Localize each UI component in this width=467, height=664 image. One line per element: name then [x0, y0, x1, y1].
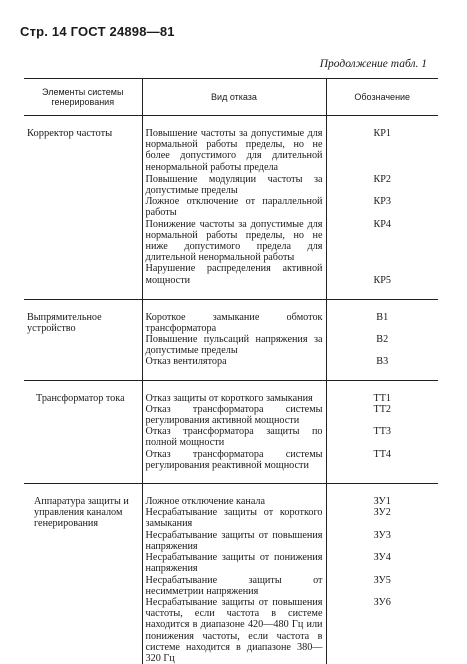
- code-cell: КР4: [373, 218, 392, 230]
- code-cell: ЗУ6: [373, 596, 391, 608]
- failure-cell: Короткое замыкание обмоток трансформатора: [142, 312, 326, 334]
- failure-cell: Ложное отключение канала: [142, 496, 326, 507]
- code-cell: ТТ2: [373, 403, 392, 415]
- element-cell: Выпрямительное устройство: [24, 312, 142, 368]
- code-cell: В2: [376, 334, 389, 346]
- page-header: Стр. 14 ГОСТ 24898—81: [20, 24, 175, 39]
- table-row: [24, 496, 438, 507]
- element-cell: Аппаратура защиты и управления каналом генерирования: [24, 496, 142, 664]
- failure-cell: Несрабатывание защиты от повышения напряжения: [142, 530, 326, 552]
- table-continuation-label: Продолжение табл. 1: [319, 58, 427, 70]
- code-cell: В1: [376, 311, 389, 323]
- failure-cell: Несрабатывание защиты от понижения напряжения: [142, 552, 326, 574]
- failure-cell: Понижение частоты за допустимые для нормальной работы пределы, но не ниже допустимого предела для длительной ненормальной работы: [142, 219, 326, 264]
- code-cell: КР2: [373, 173, 392, 185]
- code-cell: КР5: [373, 275, 392, 287]
- code-cell: ЗУ1: [373, 496, 391, 508]
- failure-cell: Несрабатывание защиты от несимметрии напряжения: [142, 575, 326, 597]
- code-cell: ЗУ3: [373, 529, 391, 541]
- failure-cell: Отказ вентилятора: [142, 356, 326, 367]
- table-row: [24, 128, 438, 174]
- failure-cell: Несрабатывание защиты от короткого замыкания: [142, 507, 326, 529]
- column-header-element: Элементы системы генерирования: [24, 79, 142, 116]
- code-cell: ТТ4: [373, 448, 392, 460]
- failure-cell: Повышение частоты за допустимые для нормальной работы пределы, но не более допустимого для длительной ненормальной работы предела: [142, 128, 326, 174]
- code-cell: ЗУ2: [373, 507, 391, 519]
- failure-cell: Повышение пульсаций напряжения за допустимые пределы: [142, 334, 326, 356]
- code-cell: ТТ1: [373, 392, 392, 404]
- column-header-failure: Вид отказа: [142, 79, 326, 116]
- failure-cell: Отказ защиты от короткого замыкания: [142, 393, 326, 404]
- table-header-row: [24, 79, 438, 116]
- failure-cell: Отказ трансформатора системы регулирования активной мощности: [142, 404, 326, 426]
- failure-cell: Несрабатывание защиты от повышения частоты, если частота в системе находится в диапазоне 420—480 Гц или понижения частоты, если частота в системе находится в диапазоне 380—320 Гц: [142, 597, 326, 664]
- code-cell: КР3: [373, 196, 392, 208]
- code-cell: ЗУ5: [373, 574, 391, 586]
- code-cell: ТТ3: [373, 426, 392, 438]
- code-cell: КР1: [373, 128, 392, 139]
- table-row: [24, 312, 438, 334]
- failure-table: [24, 78, 438, 664]
- failure-cell: Отказ трансформатора защиты по полной мощности: [142, 426, 326, 448]
- code-cell: В3: [376, 356, 389, 368]
- column-header-code: Обозначение: [326, 79, 438, 116]
- code-cell: ЗУ4: [373, 552, 391, 564]
- element-cell: Трансформатор тока: [24, 393, 142, 471]
- failure-cell: Ложное отключение от параллельной работы: [142, 196, 326, 218]
- failure-cell: Повышение модуляции частоты за допустимые пределы: [142, 174, 326, 196]
- failure-cell: Нарушение распределения активной мощности: [142, 263, 326, 286]
- table-row: [24, 393, 438, 404]
- element-cell: Корректор частоты: [24, 128, 142, 287]
- failure-cell: Отказ трансформатора системы регулирования реактивной мощности: [142, 449, 326, 471]
